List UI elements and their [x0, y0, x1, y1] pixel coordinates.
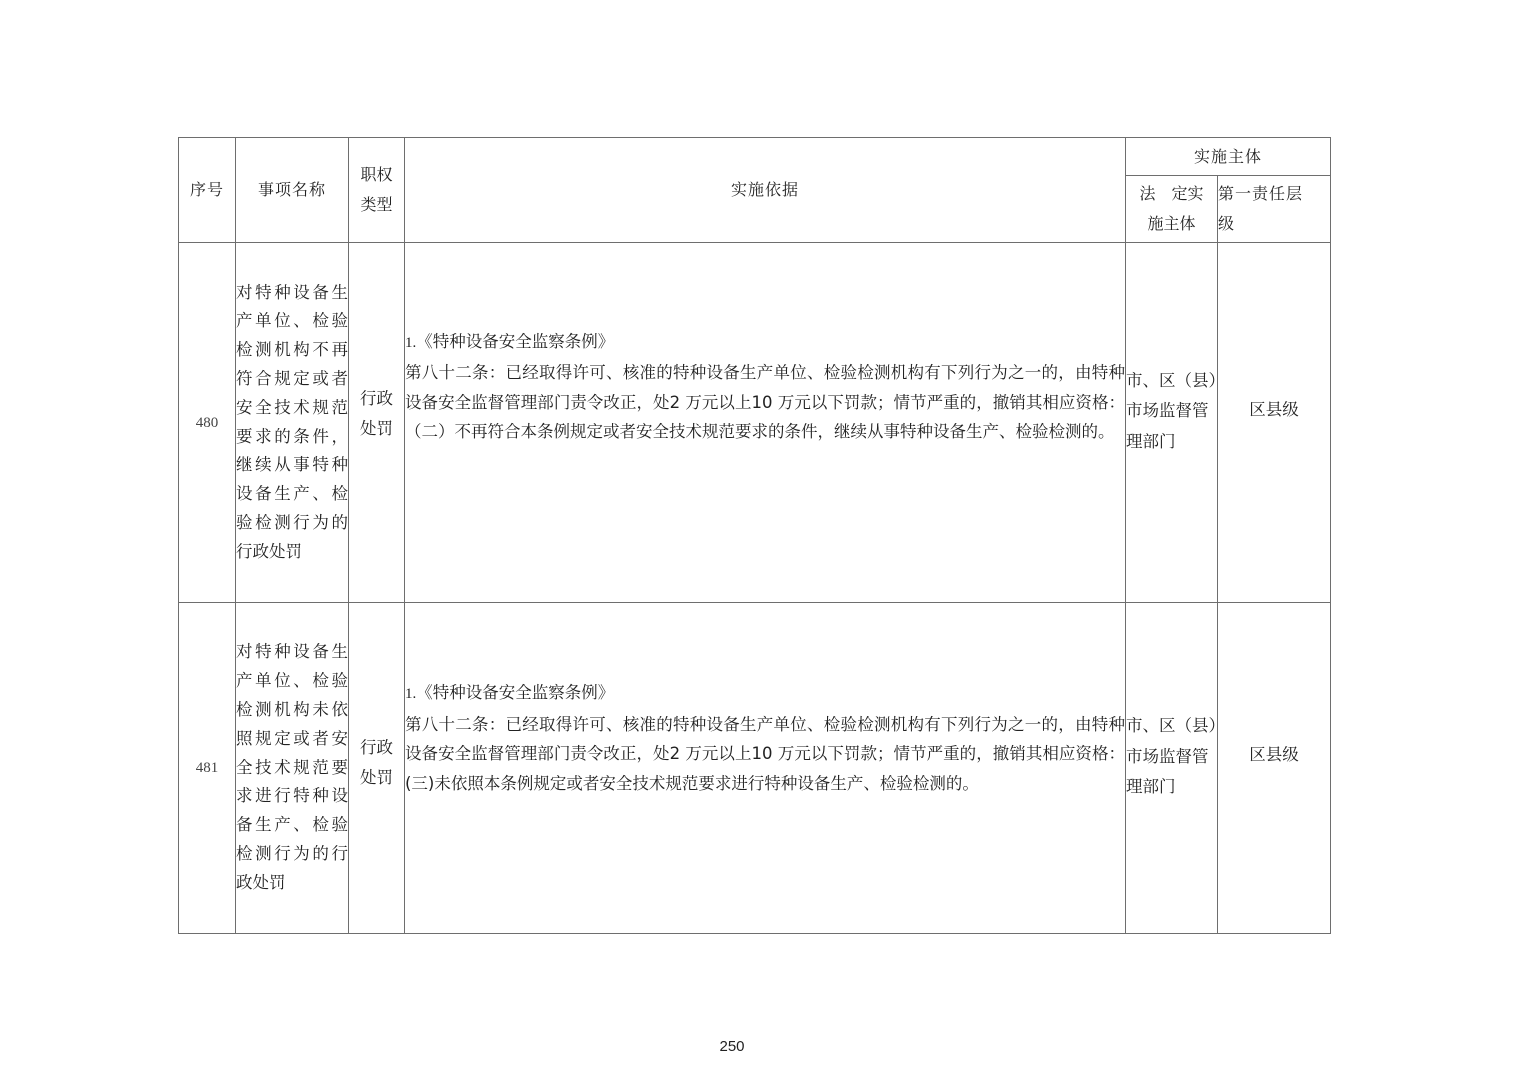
header-subject-group: 实施主体 — [1126, 138, 1331, 176]
row-basis-law-title: 《特种设备安全监察条例》 — [416, 683, 615, 702]
enforcement-items-table — [178, 137, 1331, 934]
header-legal-subject-text: 法 定实施主体 — [1139, 184, 1204, 233]
table-row — [179, 243, 1331, 603]
row-seq: 481 — [179, 603, 236, 934]
row-legal-subject — [1126, 603, 1218, 934]
row-first-level-text: 区县级 — [1249, 745, 1299, 764]
header-row-top — [179, 138, 1331, 176]
row-first-level — [1218, 243, 1331, 603]
row-item-name: 对特种设备生产单位、检验检测机构不再符合规定或者安全技术规范要求的条件，继续从事特种设备生产、检验检测行为的行政处罚 — [236, 243, 349, 603]
row-basis — [405, 603, 1126, 934]
row-basis-law-number: 1. — [405, 686, 417, 702]
row-legal-subject-text: 市、区（县）市场监督管理部门 — [1126, 370, 1217, 451]
row-power-type-text: 行政处罚 — [360, 738, 393, 787]
row-basis-text: 第八十二条：已经取得许可、核准的特种设备生产单位、检验检测机构有下列行为之一的，由特种设备安全监督管理部门责令改正，处2 万元以上10 万元以下罚款；情节严重的，撤销其相应资格：(三)未依照本条例规定或者安全技术规范要求进行特种设备生产、检验检测的。 — [405, 714, 1125, 793]
row-basis-law — [405, 678, 1125, 710]
row-basis-law-number: 1. — [405, 334, 417, 351]
row-legal-subject-text: 市、区（县）市场监督管理部门 — [1126, 716, 1217, 797]
row-seq: 480 — [179, 243, 236, 603]
row-legal-subject — [1126, 243, 1218, 603]
row-basis-law — [405, 327, 1125, 359]
row-power-type — [349, 603, 405, 934]
row-power-type-text: 行政处罚 — [360, 388, 393, 438]
row-basis-law-title: 《特种设备安全监察条例》 — [416, 331, 615, 351]
page-number: 250 — [719, 1038, 745, 1055]
header-power-type-text: 职权类型 — [360, 165, 393, 214]
row-basis — [405, 243, 1126, 603]
row-first-level — [1218, 603, 1331, 934]
table-row — [179, 603, 1331, 934]
header-basis: 实施依据 — [405, 138, 1126, 243]
header-first-level — [1218, 176, 1331, 243]
header-first-level-text: 第一责任层级 — [1218, 184, 1304, 233]
row-basis-text: 第八十二条：已经取得许可、核准的特种设备生产单位、检验检测机构有下列行为之一的，由特种设备安全监督管理部门责令改正，处2 万元以上10 万元以下罚款；情节严重的，撤销其相应资格：（二）不再符合本条例规定或者安全技术规范要求的条件，继续从事特种设备生产、检验检测的。 — [405, 363, 1125, 441]
header-power-type — [349, 138, 405, 243]
row-item-name: 对特种设备生产单位、检验检测机构未依照规定或者安全技术规范要求进行特种设备生产、检验检测行为的行政处罚 — [236, 603, 349, 934]
header-legal-subject — [1126, 176, 1218, 243]
header-item-name: 事项名称 — [236, 138, 349, 243]
row-first-level-text: 区县级 — [1249, 400, 1299, 419]
row-power-type — [349, 243, 405, 603]
header-seq: 序号 — [179, 138, 236, 243]
